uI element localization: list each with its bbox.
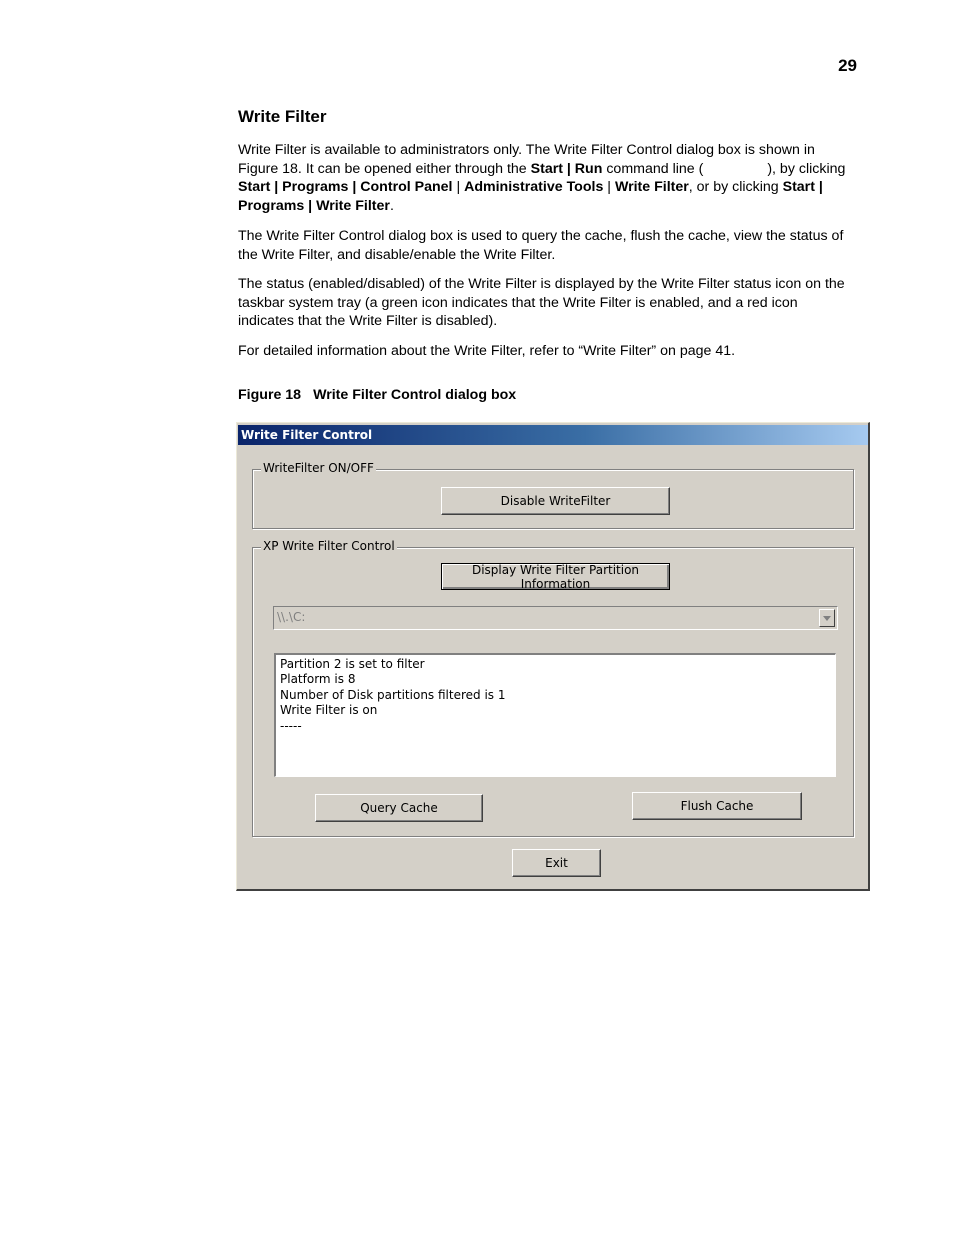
- menu-path-control-panel: Start | Programs | Control Panel: [238, 179, 453, 196]
- status-output-box[interactable]: [274, 653, 836, 777]
- para-text: .: [389, 197, 394, 214]
- figure-caption: [238, 387, 516, 403]
- display-partition-info-button[interactable]: Display Write Filter Partition Information: [441, 563, 670, 590]
- menu-path-start-run: Start | Run: [530, 160, 603, 177]
- para-text: Write Filter is available to administrators only. The Write Filter Control dialog box is shown in Figure 18. It can be opened either through the: [238, 142, 815, 177]
- output-line: Number of Disk partitions filtered is 1: [280, 687, 506, 702]
- write-filter-control-dialog: [236, 422, 870, 891]
- para-text: |: [603, 179, 615, 196]
- drive-select[interactable]: [273, 606, 838, 630]
- menu-path-programs-write-filter: Start | Programs | Write Filter: [238, 179, 823, 214]
- para-text: |: [452, 179, 465, 196]
- drive-select-value: \\.\C:: [277, 610, 306, 624]
- usage-paragraph: The Write Filter Control dialog box is used to query the cache, flush the cache, view the status of the Write Filter, and disable/enable the Write Filter.: [238, 228, 844, 263]
- figure-label: Figure 18: [238, 387, 302, 403]
- reference-paragraph: For detailed information about the Write Filter, refer to “Write Filter” on page 41.: [238, 343, 736, 359]
- output-line: -----: [280, 718, 302, 733]
- figure-title: Write Filter Control dialog box: [313, 387, 517, 403]
- flush-cache-button[interactable]: Flush Cache: [632, 792, 802, 820]
- output-line: Platform is 8: [280, 672, 356, 687]
- exit-button[interactable]: Exit: [512, 849, 601, 877]
- disable-writefilter-button[interactable]: Disable WriteFilter: [441, 487, 670, 515]
- para-text: ), by clicking: [767, 160, 846, 177]
- dialog-titlebar[interactable]: Write Filter Control: [238, 425, 868, 445]
- output-line: Write Filter is on: [280, 703, 378, 718]
- menu-path-write-filter: Write Filter: [614, 179, 689, 196]
- intro-paragraph: [238, 141, 856, 215]
- output-line: Partition 2 is set to filter: [280, 657, 425, 671]
- status-paragraph: The status (enabled/disabled) of the Write Filter is displayed by the Write Filter status icon on the taskbar system tray (a green icon indicates that the Write Filter is enabled, and a red icon indicates that the Write Filter is disabled).: [238, 276, 845, 330]
- section-title: Write Filter: [238, 107, 327, 126]
- query-cache-button[interactable]: Query Cache: [315, 794, 483, 822]
- group-label: XP Write Filter Control: [263, 539, 395, 553]
- para-text: command line (: [602, 160, 704, 177]
- para-text: , or by clicking: [688, 179, 783, 196]
- group-label: WriteFilter ON/OFF: [263, 461, 374, 475]
- menu-path-admin-tools: Administrative Tools: [464, 179, 604, 196]
- chevron-down-icon[interactable]: [819, 609, 835, 627]
- page-number: 29: [838, 56, 857, 75]
